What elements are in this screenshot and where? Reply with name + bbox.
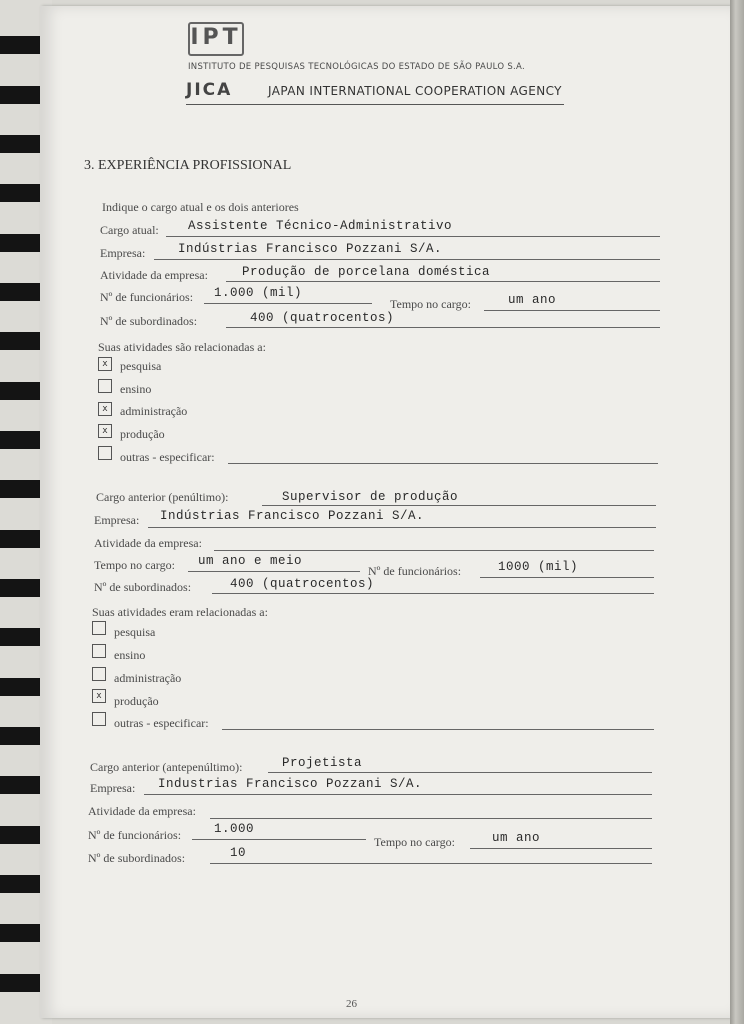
earlier-cargo-label: Cargo anterior (antepenúltimo): <box>90 760 243 774</box>
jica-logo: JICA <box>186 80 233 100</box>
current-subordinados-value: 400 (quatrocentos) <box>250 311 395 325</box>
previous-producao-label: produção <box>114 694 159 708</box>
previous-subordinados-value: 400 (quatrocentos) <box>230 577 375 591</box>
previous-producao-checkbox[interactable]: x <box>92 689 106 703</box>
previous-ensino-checkbox[interactable] <box>92 644 106 658</box>
current-subordinados-line <box>226 327 660 328</box>
current-administracao-checkbox[interactable]: x <box>98 402 112 416</box>
earlier-atividade-line <box>210 818 652 819</box>
earlier-funcionarios-line <box>192 839 366 840</box>
current-producao-checkbox[interactable]: x <box>98 424 112 438</box>
previous-tempo-value: um ano e meio <box>198 554 303 568</box>
previous-administracao-checkbox[interactable] <box>92 667 106 681</box>
page-number: 26 <box>346 998 357 1010</box>
section-title: 3. EXPERIÊNCIA PROFISSIONAL <box>84 158 292 173</box>
previous-atividade-line <box>214 550 654 551</box>
current-tempo-label: Tempo no cargo: <box>390 297 471 311</box>
previous-tempo-label: Tempo no cargo: <box>94 558 175 572</box>
previous-funcionarios-value: 1000 (mil) <box>498 560 579 574</box>
ipt-logo: IPT <box>188 22 244 56</box>
previous-pesquisa-checkbox[interactable] <box>92 621 106 635</box>
earlier-cargo-value: Projetista <box>282 756 363 770</box>
current-tempo-line <box>484 310 660 311</box>
previous-funcionarios-label: Nº de funcionários: <box>368 564 462 578</box>
current-atividades-label: Suas atividades são relacionadas a: <box>98 340 266 354</box>
ipt-institute-name: INSTITUTO DE PESQUISAS TECNOLÓGICAS DO ESTADO DE SÃO PAULO S.A. <box>188 62 525 72</box>
earlier-empresa-label: Empresa: <box>90 781 136 795</box>
page-stack-edge <box>730 0 744 1024</box>
current-administracao-label: administração <box>120 404 188 418</box>
current-producao-label: produção <box>120 427 165 441</box>
current-subordinados-label: Nº de subordinados: <box>100 314 198 328</box>
earlier-empresa-line <box>144 794 652 795</box>
current-empresa-value: Indústrias Francisco Pozzani S/A. <box>178 242 443 256</box>
earlier-subordinados-value: 10 <box>230 846 247 860</box>
earlier-tempo-label: Tempo no cargo: <box>374 835 455 849</box>
current-cargo-value: Assistente Técnico-Administrativo <box>188 219 453 233</box>
previous-subordinados-line <box>212 593 654 594</box>
previous-atividades-label: Suas atividades eram relacionadas a: <box>92 605 268 619</box>
current-atividade-label: Atividade da empresa: <box>100 268 208 282</box>
current-empresa-line <box>154 259 660 260</box>
previous-atividade-label: Atividade da empresa: <box>94 536 202 550</box>
earlier-subordinados-line <box>210 863 652 864</box>
previous-empresa-label: Empresa: <box>94 513 140 527</box>
current-outras-line <box>228 463 658 464</box>
current-outras-checkbox[interactable] <box>98 446 112 460</box>
previous-ensino-label: ensino <box>114 648 146 662</box>
current-ensino-checkbox[interactable] <box>98 379 112 393</box>
current-outras-label: outras - especificar: <box>120 450 215 464</box>
previous-cargo-line <box>262 505 656 506</box>
current-ensino-label: ensino <box>120 382 152 396</box>
previous-administracao-label: administração <box>114 671 182 685</box>
jica-agency-name: JAPAN INTERNATIONAL COOPERATION AGENCY <box>268 84 562 98</box>
previous-empresa-line <box>148 527 656 528</box>
earlier-tempo-value: um ano <box>492 831 541 845</box>
current-funcionarios-line <box>204 303 372 304</box>
previous-subordinados-label: Nº de subordinados: <box>94 580 192 594</box>
current-cargo-label: Cargo atual: <box>100 223 159 237</box>
instruction-text: Indique o cargo atual e os dois anteriores <box>102 200 299 214</box>
previous-outras-checkbox[interactable] <box>92 712 106 726</box>
current-pesquisa-checkbox[interactable]: x <box>98 357 112 371</box>
previous-outras-label: outras - especificar: <box>114 716 209 730</box>
previous-outras-line <box>222 729 654 730</box>
earlier-tempo-line <box>470 848 652 849</box>
earlier-cargo-line <box>268 772 652 773</box>
previous-empresa-value: Indústrias Francisco Pozzani S/A. <box>160 509 425 523</box>
previous-cargo-value: Supervisor de produção <box>282 490 459 504</box>
current-funcionarios-value: 1.000 (mil) <box>214 286 303 300</box>
header-underline <box>186 104 564 105</box>
previous-tempo-line <box>188 571 360 572</box>
current-empresa-label: Empresa: <box>100 246 146 260</box>
current-funcionarios-label: Nº de funcionários: <box>100 290 194 304</box>
earlier-subordinados-label: Nº de subordinados: <box>88 851 186 865</box>
current-tempo-value: um ano <box>508 293 557 307</box>
current-pesquisa-label: pesquisa <box>120 359 162 373</box>
earlier-funcionarios-value: 1.000 <box>214 822 255 836</box>
previous-funcionarios-line <box>480 577 654 578</box>
current-atividade-value: Produção de porcelana doméstica <box>242 265 491 279</box>
previous-pesquisa-label: pesquisa <box>114 625 156 639</box>
earlier-atividade-label: Atividade da empresa: <box>88 804 196 818</box>
current-cargo-line <box>166 236 660 237</box>
earlier-funcionarios-label: Nº de funcionários: <box>88 828 182 842</box>
previous-cargo-label: Cargo anterior (penúltimo): <box>96 490 229 504</box>
earlier-empresa-value: Industrias Francisco Pozzani S/A. <box>158 777 423 791</box>
current-atividade-line <box>226 281 660 282</box>
